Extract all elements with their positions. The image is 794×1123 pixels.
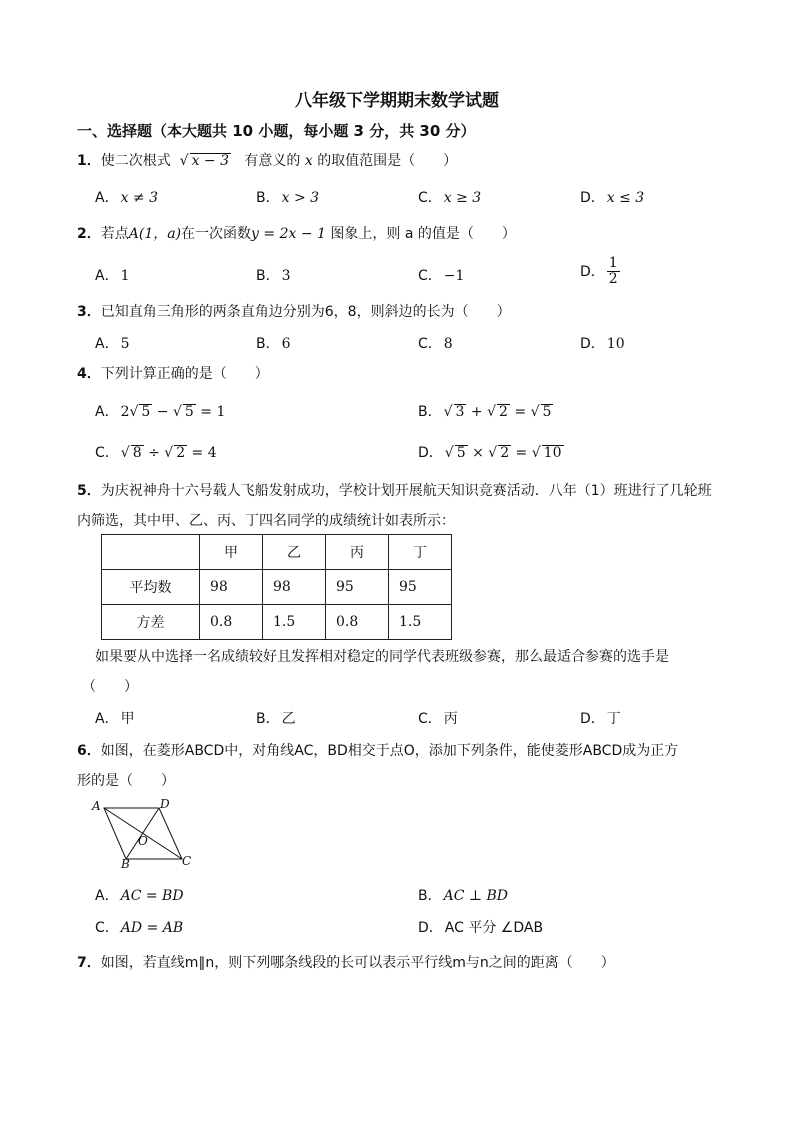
table-header-cell: 丁 xyxy=(389,535,452,570)
row-label: 平均数 xyxy=(102,570,200,605)
question-text: 如图，若直线m∥n，则下列哪条线段的长可以表示平行线m与n之间的距离（ ） xyxy=(100,955,615,971)
option-text: x ≠ 3 xyxy=(120,190,159,206)
row-label: 方差 xyxy=(102,605,200,640)
option-a[interactable] xyxy=(95,333,130,353)
question-3 xyxy=(77,301,511,321)
coefficient: 2 xyxy=(120,404,130,420)
option-text: x ≥ 3 xyxy=(443,190,482,206)
radicand: 10 xyxy=(543,445,562,461)
question-text: 为庆祝神舟十六号载人飞船发射成功，学校计划开展航天知识竞赛活动．八年（1）班进行了几轮班 xyxy=(100,483,712,499)
table-header-cell: 丙 xyxy=(326,535,389,570)
option-c[interactable] xyxy=(418,708,458,728)
option-text: 10 xyxy=(606,336,625,352)
radicand: 3 xyxy=(455,404,465,420)
question-text: 下列计算正确的是（ ） xyxy=(100,366,269,382)
question-text: 有意义的 xyxy=(244,153,301,169)
option-d[interactable]: D． √ 5 × √ 2 = √ 10 xyxy=(418,445,562,461)
option-label: B． xyxy=(256,268,280,284)
option-label: D． xyxy=(580,336,605,352)
option-b[interactable] xyxy=(256,265,291,285)
option-c[interactable] xyxy=(95,917,183,937)
table-cell: 95 xyxy=(389,570,452,605)
table-header-cell: 乙 xyxy=(263,535,326,570)
question-number: 3． xyxy=(77,304,101,320)
option-label: C． xyxy=(418,190,442,206)
option-label: A． xyxy=(95,404,119,420)
radicand: 8 xyxy=(132,445,142,461)
radicand: 2 xyxy=(499,404,508,420)
option-a[interactable] xyxy=(95,187,158,207)
sqrt-symbol: √ xyxy=(179,153,189,169)
option-c[interactable] xyxy=(418,333,453,353)
option-b[interactable] xyxy=(418,885,508,905)
question-text-line: 如果要从中选择一名成绩较好且发挥相对稳定的同学代表班级参赛，那么最适合参赛的选手是 xyxy=(95,649,669,665)
radicand: x − 3 xyxy=(191,153,230,169)
question-text: 已知直角三角形的两条直角边分别为6，8，则斜边的长为（ ） xyxy=(100,304,511,320)
question-text: 在一次函数 xyxy=(181,226,252,242)
option-label: B． xyxy=(256,190,280,206)
question-text: 如图，在菱形ABCD中，对角线AC，BD相交于点O，添加下列条件，能使菱形ABCD成为正方 xyxy=(100,743,679,759)
denominator: 2 xyxy=(608,271,618,287)
option-label: C． xyxy=(95,920,119,936)
option-label: A． xyxy=(95,268,119,284)
option-d[interactable] xyxy=(580,333,625,353)
operator: × xyxy=(467,445,489,461)
numerator: 1 xyxy=(608,255,618,271)
option-text: 丙 xyxy=(443,711,458,727)
option-label: A． xyxy=(95,190,119,206)
option-c[interactable] xyxy=(418,265,464,285)
question-text: 图象上，则 a 的值是（ ） xyxy=(330,226,516,242)
equals: = xyxy=(509,404,531,420)
option-label: A． xyxy=(95,888,119,904)
option-label: A． xyxy=(95,336,119,352)
table-cell: 95 xyxy=(326,570,389,605)
fraction xyxy=(607,256,620,287)
option-text: 3 xyxy=(281,268,291,284)
table-cell: 98 xyxy=(263,570,326,605)
operator: − xyxy=(152,404,173,420)
result: = 4 xyxy=(187,445,217,461)
point-expression: A(1，a) xyxy=(128,226,182,242)
question-1 xyxy=(77,150,457,170)
table-cell: 0.8 xyxy=(326,605,389,640)
table-cell: 1.5 xyxy=(263,605,326,640)
option-label: C． xyxy=(418,711,442,727)
vertex-label-d: D xyxy=(160,797,170,811)
option-b[interactable]: B． √ 3 + √ 2 = √ 5 xyxy=(418,404,552,420)
question-text: 若点 xyxy=(100,226,129,242)
page-title: 八年级下学期期末数学试题 xyxy=(295,91,499,111)
option-label: D． xyxy=(418,920,443,936)
option-b[interactable] xyxy=(256,333,291,353)
option-label: D． xyxy=(580,711,605,727)
option-d[interactable] xyxy=(580,708,621,728)
option-label: A． xyxy=(95,711,119,727)
option-text: AC 平分 ∠DAB xyxy=(444,920,544,936)
operator: ÷ xyxy=(143,445,165,461)
rhombus-figure xyxy=(88,797,198,869)
radicand: 2 xyxy=(500,445,510,461)
score-table xyxy=(101,534,452,640)
question-number: 7． xyxy=(77,955,101,971)
option-c[interactable] xyxy=(418,187,481,207)
answer-brackets: （ ） xyxy=(82,679,138,695)
question-7 xyxy=(77,952,615,972)
table-header-cell xyxy=(102,535,200,570)
question-number: 4． xyxy=(77,366,101,382)
result: = 1 xyxy=(195,404,226,420)
option-label: D． xyxy=(580,263,605,280)
option-text: 5 xyxy=(120,336,130,352)
radicand: 5 xyxy=(141,404,151,420)
question-text: 使二次根式 xyxy=(100,153,171,169)
question-number: 6． xyxy=(77,743,101,759)
option-a[interactable]: A． 2√ 5 − √ 5 = 1 xyxy=(95,404,226,420)
option-d[interactable] xyxy=(418,917,543,937)
option-label: C． xyxy=(418,336,442,352)
option-b[interactable] xyxy=(256,708,296,728)
option-text: −1 xyxy=(443,268,465,284)
option-b[interactable] xyxy=(256,187,319,207)
equals: = xyxy=(511,445,532,461)
question-number: 5． xyxy=(77,483,101,499)
option-a[interactable] xyxy=(95,885,184,905)
question-5 xyxy=(77,480,712,500)
question-6 xyxy=(77,740,678,760)
radicand: 5 xyxy=(184,404,194,420)
question-4 xyxy=(77,363,269,383)
table-cell: 0.8 xyxy=(200,605,263,640)
center-label-o: O xyxy=(138,834,148,848)
question-2 xyxy=(77,223,516,243)
question-number: 1． xyxy=(77,153,101,169)
option-label: B． xyxy=(256,711,280,727)
option-label: B． xyxy=(256,336,280,352)
vertex-label-b: B xyxy=(121,857,130,869)
table-row xyxy=(102,605,452,640)
operator: + xyxy=(466,404,488,420)
option-text: 甲 xyxy=(120,711,135,727)
option-text: 8 xyxy=(443,336,453,352)
table-cell: 1.5 xyxy=(389,605,452,640)
option-c[interactable]: C． √ 8 ÷ √ 2 = 4 xyxy=(95,445,217,461)
option-label: D． xyxy=(418,445,443,461)
question-number: 2． xyxy=(77,226,101,242)
option-label: D． xyxy=(580,190,605,206)
option-text: 丁 xyxy=(606,711,621,727)
option-a[interactable] xyxy=(95,708,135,728)
option-a[interactable] xyxy=(95,265,130,285)
option-label: B． xyxy=(418,888,442,904)
section-heading: 一、选择题（本大题共 10 小题，每小题 3 分，共 30 分） xyxy=(77,122,476,140)
option-text: 6 xyxy=(281,336,291,352)
option-label: C． xyxy=(418,268,442,284)
radicand: 2 xyxy=(176,445,186,461)
vertex-label-a: A xyxy=(92,799,101,813)
option-text: 1 xyxy=(120,268,130,284)
function-expression: y = 2x − 1 xyxy=(251,226,326,242)
radicand: 5 xyxy=(542,404,552,420)
option-text: AC ⊥ BD xyxy=(443,888,509,904)
table-row xyxy=(102,570,452,605)
option-text: x ≤ 3 xyxy=(606,190,645,206)
question-text-line: 内筛选，其中甲、乙、丙、丁四名同学的成绩统计如表所示： xyxy=(77,513,455,529)
option-d[interactable] xyxy=(580,256,620,287)
table-header-cell: 甲 xyxy=(200,535,263,570)
question-text-line: 形的是（ ） xyxy=(77,773,175,789)
option-text: x > 3 xyxy=(281,190,320,206)
table-cell: 98 xyxy=(200,570,263,605)
option-text: AC = BD xyxy=(120,888,184,904)
option-label: C． xyxy=(95,445,119,461)
option-text: 乙 xyxy=(281,711,296,727)
vertex-label-c: C xyxy=(182,854,192,868)
option-d[interactable] xyxy=(580,187,644,207)
question-text: 的取值范围是（ ） xyxy=(317,153,458,169)
option-label: B． xyxy=(418,404,442,420)
radicand: 5 xyxy=(456,445,466,461)
variable: x xyxy=(304,153,313,169)
option-text: AD = AB xyxy=(120,920,184,936)
table-header-row xyxy=(102,535,452,570)
